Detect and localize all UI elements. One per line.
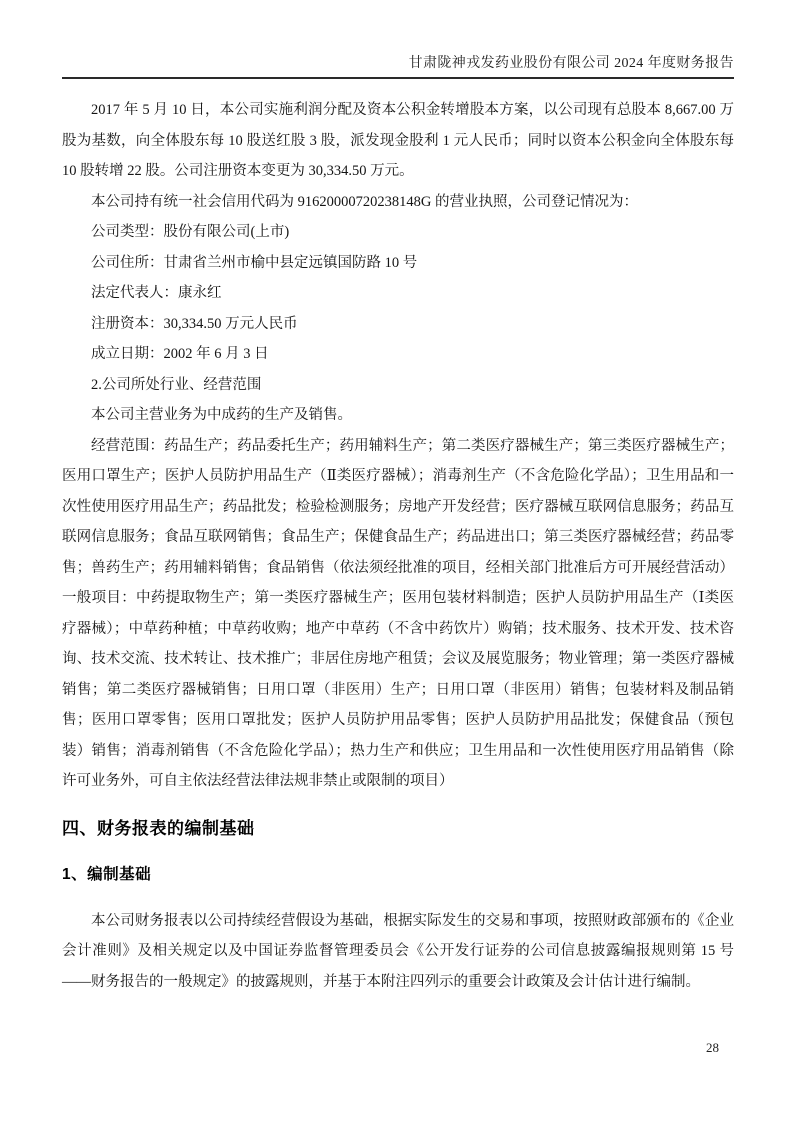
line-company-address: 公司住所：甘肃省兰州市榆中县定远镇国防路 10 号 [91,254,418,271]
section-heading-preparation-basis: 四、财务报表的编制基础 [62,818,255,838]
page-number: 28 [706,1040,719,1055]
line-registered-capital: 注册资本：30,334.50 万元人民币 [91,315,298,332]
paragraph-capital-increase: 2017 年 5 月 10 日，本公司实施利润分配及资本公积金转增股本方案，以公司现有总股本 8,667.00 万股为基数，向全体股东每 10 股送红股 3 股，派发现金股利 1 元人民币；同时以资本公积金向全体股东每 10 股转增 22 股。公司注册资本变更为 30,334.50 万元。 [62,102,734,179]
line-establishment-date: 成立日期：2002 年 6 月 3 日 [91,346,269,362]
report-title: 甘肃陇神戎发药业股份有限公司 2024 年度财务报告 [408,56,734,71]
paragraph-business-license: 本公司持有统一社会信用代码为 91620000720238148G 的营业执照，公司登记情况为： [91,193,638,210]
page-header [62,52,734,79]
line-industry-scope-label: 2.公司所处行业、经营范围 [91,376,262,393]
document-content [62,95,734,997]
sub-heading-preparation-basis: 1、编制基础 [62,865,152,883]
line-main-business: 本公司主营业务为中成药的生产及销售。 [91,407,352,423]
paragraph-business-scope: 经营范围：药品生产；药品委托生产；药用辅料生产；第二类医疗器械生产；第三类医疗器械生产；医用口罩生产；医护人员防护用品生产（Ⅱ类医疗器械）；消毒剂生产（不含危险化学品）；卫生用品和一次性使用医疗用品生产；药品批发；检验检测服务；房地产开发经营；医疗器械互联网信息服务；药品互联网信息服务；食品互联网销售；食品生产；保健食品生产；药品进出口；第三类医疗器械经营；药品零售；兽药生产；药用辅料销售；食品销售（依法须经批准的项目，经相关部门批准后方可开展经营活动）一般项目：中药提取物生产；第一类医疗器械生产；医用包装材料制造；医护人员防护用品生产（Ⅰ类医疗器械）；中草药种植；中草药收购；地产中草药（不含中药饮片）购销；技术服务、技术开发、技术咨询、技术交流、技术转让、技术推广；非居住房地产租赁；会议及展览服务；物业管理；第一类医疗器械销售；第二类医疗器械销售；日用口罩（非医用）生产；日用口罩（非医用）销售；包装材料及制品销售；医用口罩零售；医用口罩批发；医护人员防护用品零售；医护人员防护用品批发；保健食品（预包装）销售；消毒剂销售（不含危险化学品）；热力生产和供应；卫生用品和一次性使用医疗用品销售（除许可业务外，可自主依法经营法律法规非禁止或限制的项目） [62,437,734,789]
header-divider [62,77,734,79]
line-legal-representative: 法定代表人：康永红 [91,285,222,301]
paragraph-preparation-basis: 本公司财务报表以公司持续经营假设为基础，根据实际发生的交易和事项，按照财政部颁布的《企业会计准则》及相关规定以及中国证券监督管理委员会《公开发行证券的公司信息披露编报规则第 15 号——财务报告的一般规定》的披露规则，并基于本附注四列示的重要会计政策及会计估计进行编制。 [62,912,734,990]
line-company-type: 公司类型：股份有限公司(上市) [91,224,290,240]
